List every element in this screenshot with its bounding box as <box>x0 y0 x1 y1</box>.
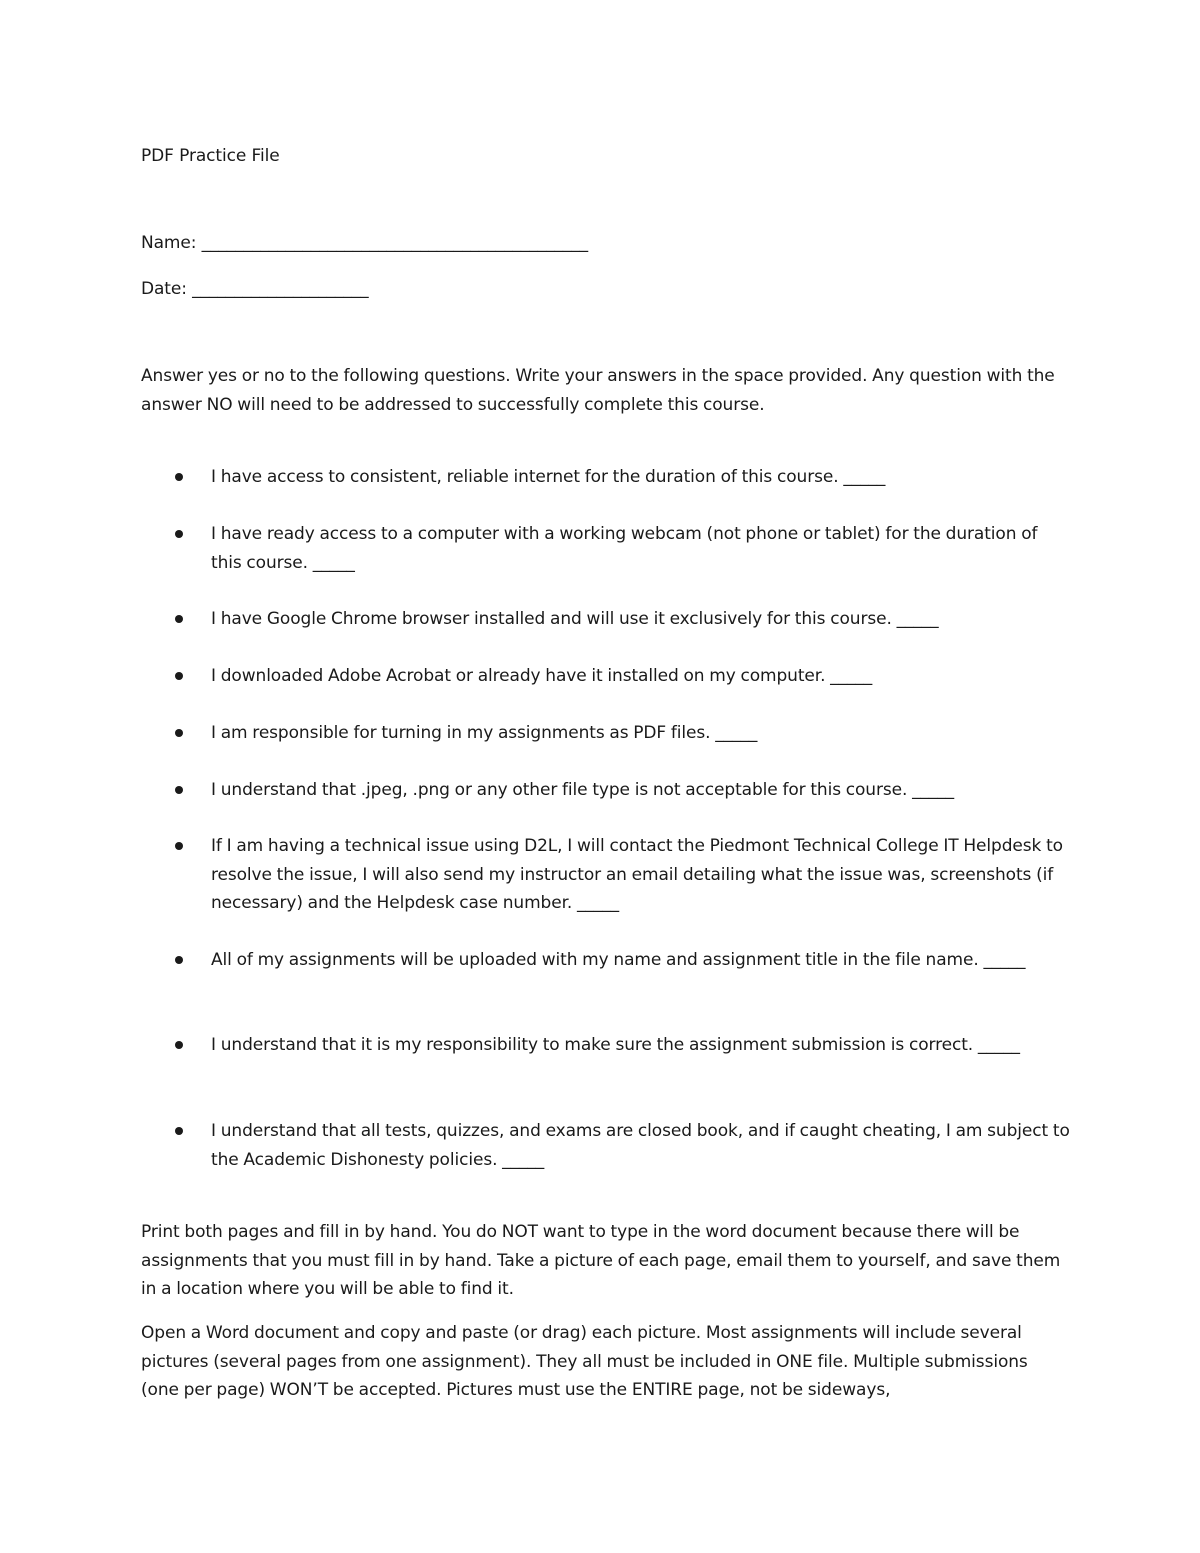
bullet-icon <box>175 1041 183 1049</box>
instructions-paragraph: Answer yes or no to the following questions. Write your answers in the space provided. Any question with the answer NO will need to be addressed to successfully complete this course. <box>141 366 1055 415</box>
list-item <box>211 605 1071 634</box>
bullet-icon <box>175 729 183 737</box>
question-text: I have access to consistent, reliable internet for the duration of this course. _____ <box>211 467 886 487</box>
submission-instructions-paragraph: Open a Word document and copy and paste (or drag) each picture. Most assignments will include several pictures (several pages from one assignment). They all must be included in ONE file. Multiple submissions (one per page) WON’T be accepted. Pictures must use the ENTIRE page, not be sideways, <box>141 1323 1028 1400</box>
bullet-icon <box>175 956 183 964</box>
document-title: PDF Practice File <box>141 146 280 166</box>
bullet-icon <box>175 530 183 538</box>
question-text: I understand that all tests, quizzes, and exams are closed book, and if caught cheating, I am subject to the Academic Dishonesty policies. _____ <box>211 1121 1070 1170</box>
question-text: I am responsible for turning in my assignments as PDF files. _____ <box>211 723 758 743</box>
question-text: I understand that it is my responsibility to make sure the assignment submission is correct. _____ <box>211 1035 1020 1055</box>
bullet-icon <box>175 1127 183 1135</box>
question-text: I have ready access to a computer with a working webcam (not phone or tablet) for the duration of this course. _____ <box>211 524 1038 573</box>
bullet-icon <box>175 842 183 850</box>
name-field-line: Name: ______________________________________________ <box>141 233 589 253</box>
question-text: All of my assignments will be uploaded with my name and assignment title in the file name. _____ <box>211 950 1026 970</box>
list-item <box>211 1117 1071 1174</box>
list-item <box>211 1031 1071 1060</box>
list-item <box>211 946 1071 975</box>
question-text: I downloaded Adobe Acrobat or already have it installed on my computer. _____ <box>211 666 873 686</box>
bullet-icon <box>175 786 183 794</box>
question-text: If I am having a technical issue using D2L, I will contact the Piedmont Technical College IT Helpdesk to resolve the issue, I will also send my instructor an email detailing what the issue was, screenshots (if necessary) and the Helpdesk case number. _____ <box>211 836 1063 913</box>
list-item <box>211 520 1071 577</box>
list-item <box>211 776 1071 805</box>
list-item <box>211 662 1071 691</box>
list-item <box>211 719 1071 748</box>
question-text: I have Google Chrome browser installed and will use it exclusively for this course. _____ <box>211 609 939 629</box>
print-instructions-paragraph: Print both pages and fill in by hand. You do NOT want to type in the word document because there will be assignments that you must fill in by hand. Take a picture of each page, email them to yourself, and save them in a location where you will be able to find it. <box>141 1222 1061 1299</box>
list-item <box>211 832 1071 918</box>
question-text: I understand that .jpeg, .png or any other file type is not acceptable for this course. _____ <box>211 780 955 800</box>
bullet-icon <box>175 473 183 481</box>
bullet-icon <box>175 615 183 623</box>
bullet-icon <box>175 672 183 680</box>
list-item <box>211 463 1071 492</box>
date-field-line: Date: _____________________ <box>141 279 369 299</box>
